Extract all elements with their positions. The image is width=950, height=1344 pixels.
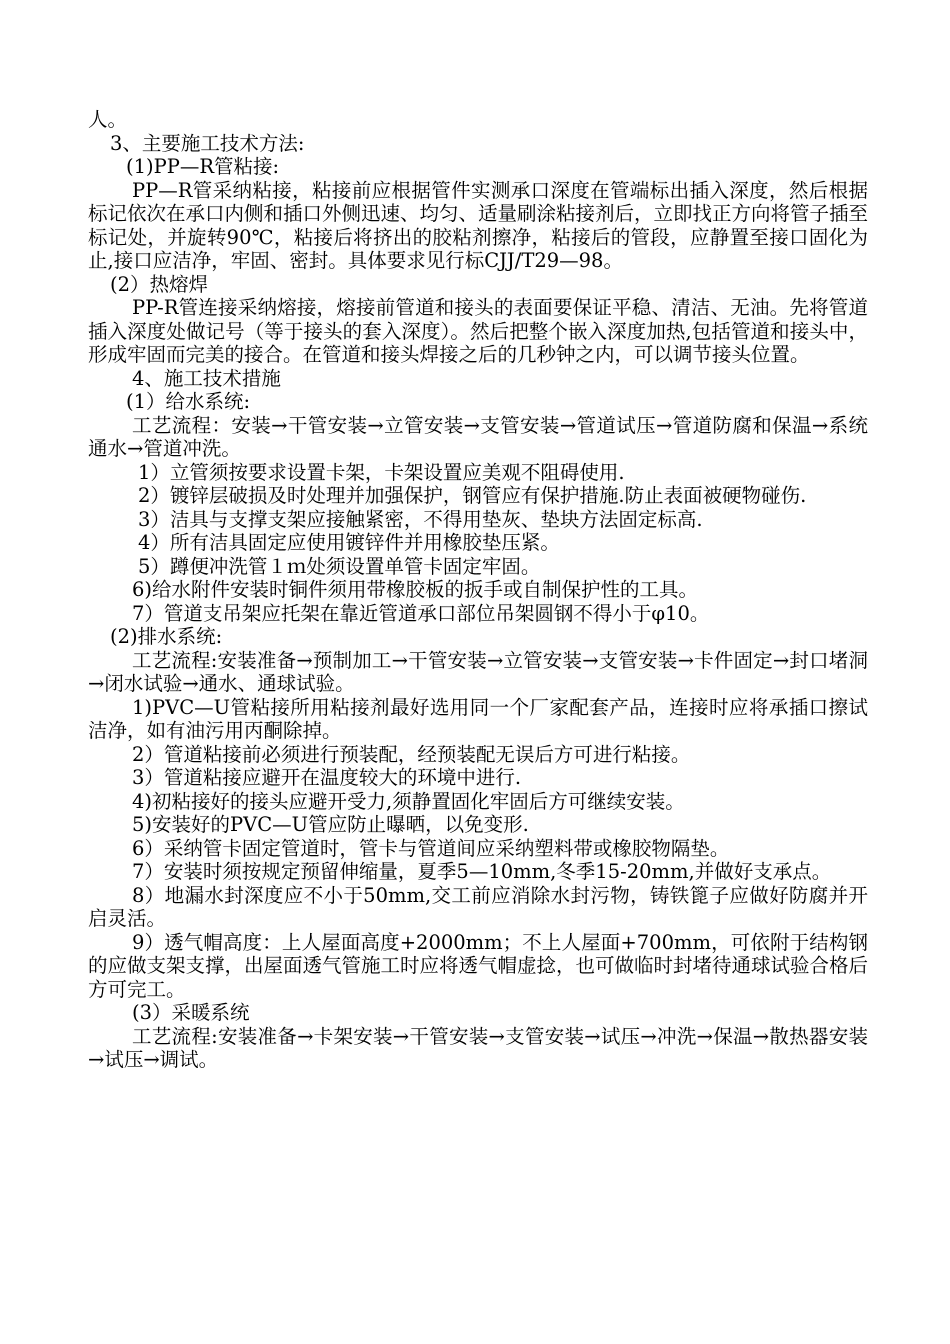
- paragraph-continuation: 人。: [88, 108, 128, 131]
- paragraph-hot-melt: PP-R管连接采纳熔接，熔接前管道和接头的表面要保证平稳、清洁、无油。先将管道插入深度处做记号（等于接头的套入深度）。然后把整个嵌入深度加热,包括管道和接头中，形成牢固而完美的接合。在管道和接头焊接之后的几秒钟之内，可以调节接头位置。: [88, 296, 868, 366]
- drainage-item-6: 6）采纳管卡固定管道时，管卡与管道间应采纳塑料带或橡胶物隔垫。: [132, 836, 730, 860]
- document-page: [88, 108, 868, 1072]
- drainage-item-7: 7）安装时须按规定预留伸缩量，夏季5—10mm,冬季15-20mm,并做好支承点。: [132, 860, 832, 883]
- water-supply-flow: 工艺流程：安装→干管安装→立管安装→支管安装→管道试压→管道防腐和保温→系统通水→管道冲洗。: [88, 413, 868, 460]
- drainage-item-9: 9）透气帽高度：上人屋面高度+2000mm；不上人屋面+700mm，可依附于结构钢的应做支架支撑，出屋面透气管施工时应将透气帽虚捻，也可做临时封堵待通球试验合格后方可完工。: [88, 930, 869, 1001]
- water-supply-item-5: 5）蹲便冲洗管１ｍ处须设置单管卡固定牢固。: [138, 554, 541, 578]
- subheading-pp-r-bonding: (1)PP—R管粘接:: [126, 155, 280, 178]
- drainage-item-1: 1)PVC—U管粘接所用粘接剂最好选用同一个厂家配套产品，连接时应将承插口擦试洁净，如有油污用丙酮除掉。: [88, 695, 868, 742]
- section-heading-3: 3、主要施工技术方法:: [110, 131, 305, 155]
- water-supply-item-4: 4）所有洁具固定应使用镀锌件并用橡胶垫压紧。: [138, 531, 560, 554]
- heating-flow: 工艺流程:安装准备→卡架安装→干管安装→支管安装→试压→冲洗→保温→散热器安装→试压→调试。: [88, 1024, 868, 1071]
- subheading-heating: (3）采暖系统: [132, 1001, 250, 1024]
- water-supply-item-6: 6)给水附件安装时铜件须用带橡胶板的扳手或自制保护性的工具。: [132, 578, 699, 601]
- section-heading-4: 4、施工技术措施: [132, 366, 281, 390]
- subheading-hot-melt: (2）热熔焊: [110, 272, 209, 296]
- drainage-item-2: 2）管道粘接前必须进行预装配，经预装配无误后方可进行粘接。: [132, 742, 691, 766]
- subheading-drainage: (2)排水系统:: [110, 625, 223, 648]
- drainage-item-4: 4)初粘接好的接头应避开受力,须静置固化牢固后方可继续安装。: [132, 789, 685, 813]
- water-supply-item-1: 1）立管须按要求设置卡架，卡架设置应美观不阻碍使用.: [138, 460, 625, 484]
- drainage-item-8: 8）地漏水封深度应不小于50mm,交工前应消除水封污物，铸铁篦子应做好防腐并开启灵活。: [88, 883, 868, 930]
- drainage-item-3: 3）管道粘接应避开在温度较大的环境中进行.: [132, 766, 522, 789]
- water-supply-item-7: 7）管道支吊架应托架在靠近管道承口部位吊架圆钢不得小于φ10。: [132, 601, 710, 625]
- water-supply-item-2: 2）镀锌层破损及时处理并加强保护，钢管应有保护措施.防止表面被硬物碰伤.: [138, 484, 807, 507]
- subheading-water-supply: (1）给水系统:: [126, 390, 251, 413]
- paragraph-pp-r-bonding: PP—R管采纳粘接，粘接前应根据管件实测承口深度在管端标出插入深度，然后根据标记依次在承口内侧和插口外侧迅速、均匀、适量刷涂粘接剂后，立即找正方向将管子插至标记处，并旋转90℃，粘接后将挤出的胶粘剂擦净，粘接后的管段，应静置至接口固化为止,接口应洁净，牢固、密封。具体要求见行标CJJ/T29—98。: [88, 178, 869, 272]
- drainage-item-5: 5)安装好的PVC—U管应防止曝晒，以免变形.: [132, 813, 529, 836]
- water-supply-item-3: 3）洁具与支撑支架应接触紧密，不得用垫灰、垫块方法固定标高.: [138, 507, 703, 531]
- drainage-flow: 工艺流程:安装准备→预制加工→干管安装→立管安装→支管安装→卡件固定→封口堵洞→闭水试验→通水、通球试验。: [88, 648, 868, 695]
